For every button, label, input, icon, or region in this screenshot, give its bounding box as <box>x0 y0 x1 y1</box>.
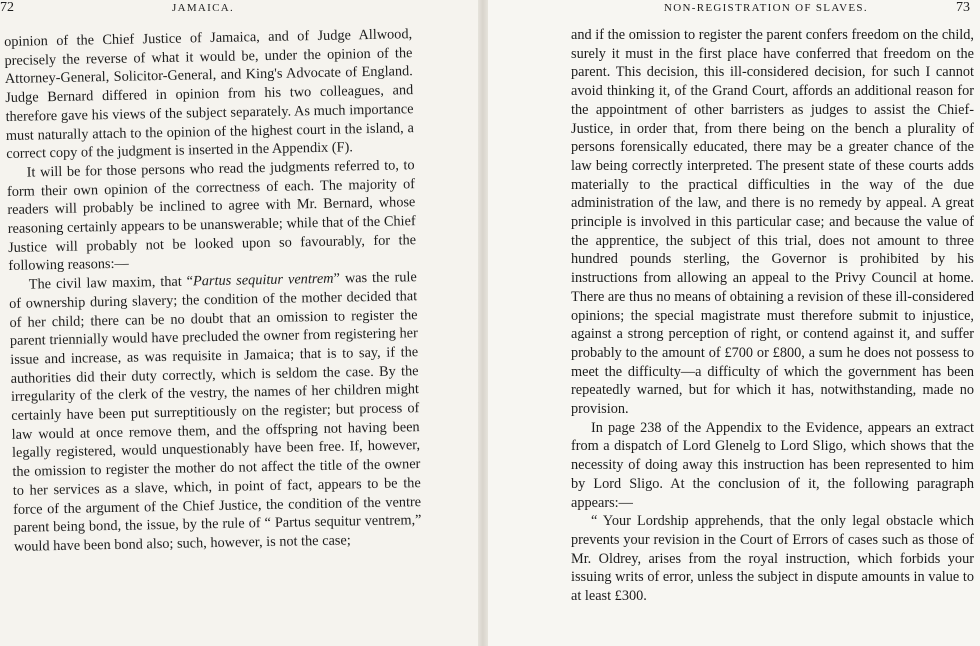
left-running-head: JAMAICA. <box>172 2 235 14</box>
left-page-number: 72 <box>0 0 14 15</box>
left-paragraph-1: opinion of the Chief Justice of Jamaica, and of Judge Allwood, precisely the reverse of what it would be, under the opinion of the Attorney-General, Solicitor-General, and King's Advocate of England. Judge Bernard differed in opinion from his two colleagues, and therefore gave his views of the subject separately. As much importance must naturally attach to the opinion of the highest court in the island, a correct copy of the judgment is inserted in the Appendix (F). <box>4 26 415 163</box>
left-page <box>0 0 480 646</box>
right-page-number: 73 <box>956 0 970 15</box>
right-page <box>488 0 980 646</box>
right-paragraph-3: “ Your Lordship apprehends, that the only legal obstacle which prevents your revision in the Court of Errors of cases such as those of Mr. Oldrey, arises from the royal instruction, which forbids your issuing writs of error, unless the subject in dispute amounts in value to at least £300. <box>571 513 974 605</box>
right-running-head: NON-REGISTRATION OF SLAVES. <box>664 2 868 14</box>
right-paragraph-1: and if the omission to register the parent confers freedom on the child, surely it must in the first place have conferred that freedom on the parent. This decision, this ill-considered decision, for such I cannot avoid thinking it, of the Grand Court, affords an additional reason for the appointment of other barristers as judges to assist the Chief-Justice, in order that, from there being on the bench a plurality of persons forensically educated, there may be a greater chance of the law being correctly interpreted. The present state of these courts adds materially to the practical difficulties in the way of the due administration of the law, and there is no remedy by appeal. A great principle is involved in this particular case; and because the value of the apprentice, the subject of this trial, does not amount to three hundred pounds sterling, the Governor is prohibited by his instructions from allowing an appeal to the Privy Council at home. There are thus no means of obtaining a revision of these ill-considered opinions; the special magistrate must therefore submit to injustice, against a strong perception of right, or contend against it, and suffer probably to the amount of £700 or £800, a sum he does not possess to meet the difficulty—a difficulty of which the government has been repeatedly warned, but for which it has, notwithstanding, made no provision. <box>571 27 974 418</box>
left-body-text <box>4 25 422 556</box>
left-paragraph-3 <box>9 268 422 556</box>
left-paragraph-2: It will be for those persons who read the judgments referred to, to form their own opinion of the correctness of each. The majority of readers will probably be inclined to agree with Mr. Bernard, whose reasoning certainly appears to be unanswerable; while that of the Chief Justice will probably not be looked upon so favourably, for the following reasons:— <box>6 157 417 275</box>
p3-after: ” was the rule of ownership during slavery; the condition of the mother decided that of her child; there can be no doubt that an omission to register the parent triennially would have precluded the owner from registering her issue and increase, as was requisite in Jamaica; that is to say, if the authorities did their duty correctly, which is seldom the case. By the irregularity of the clerk of the vestry, the names of her children might certainly have been put surreptitiously on the register; but process of law would at once remove them, and the offspring not having been legally registered, would unquestionably have been free. If, however, the omission to register the mother do not affect the title of the owner to her services as a slave, which, in point of fact, appears to be the force of the argument of the Chief Justice, the condition of the ventre parent being bond, the issue, by the rule of “ Partus sequitur ventrem,” would have been bond also; such, however, is not the case; <box>9 269 422 555</box>
right-paragraph-2: In page 238 of the Appendix to the Evidence, appears an extract from a dispatch of Lord Glenelg to Lord Sligo, which shows that the necessity of doing away this instruction has been represented to him by Lord Sligo. At the conclusion of it, the following paragraph appears:— <box>571 419 974 511</box>
latin-maxim: Partus sequitur ventrem <box>192 270 334 290</box>
right-body-text <box>571 26 974 606</box>
p3-before: The civil law maxim, that “ <box>28 273 194 293</box>
